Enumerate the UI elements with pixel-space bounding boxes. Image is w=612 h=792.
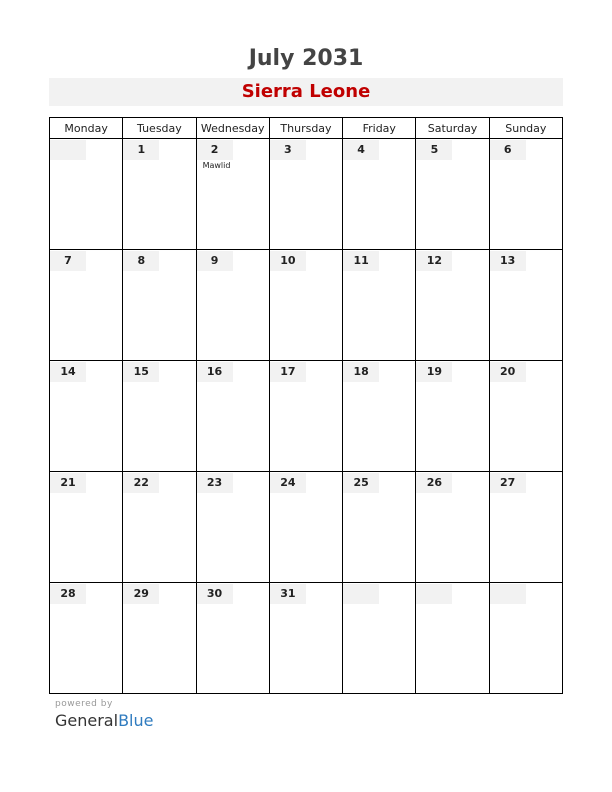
- day-cell: [343, 583, 416, 694]
- day-number: 17: [270, 362, 306, 382]
- weekday-friday: Friday: [343, 118, 416, 139]
- day-cell: [489, 583, 562, 694]
- day-number: 23: [197, 473, 233, 493]
- day-number: 5: [416, 140, 452, 160]
- day-number: 1: [123, 140, 159, 160]
- weekday-sunday: Sunday: [489, 118, 562, 139]
- day-cell: [416, 583, 489, 694]
- brand-name-general: General: [55, 711, 119, 730]
- day-number: 21: [50, 473, 86, 493]
- day-cell: [269, 250, 342, 361]
- day-cell: [343, 472, 416, 583]
- day-number: 27: [490, 473, 526, 493]
- day-number: 29: [123, 584, 159, 604]
- footer-branding: [55, 699, 153, 730]
- day-cell: [196, 583, 269, 694]
- day-number: 7: [50, 251, 86, 271]
- day-cell: [343, 139, 416, 250]
- day-cell: [343, 250, 416, 361]
- day-number: 2: [197, 140, 233, 160]
- weekday-tuesday: Tuesday: [123, 118, 196, 139]
- week-row-1: [50, 139, 563, 250]
- day-cell: [123, 361, 196, 472]
- day-number: 13: [490, 251, 526, 271]
- day-number: 19: [416, 362, 452, 382]
- day-number: 26: [416, 473, 452, 493]
- country-name: Sierra Leone: [241, 81, 371, 102]
- country-banner: [49, 78, 563, 106]
- day-cell: [123, 139, 196, 250]
- day-number: 9: [197, 251, 233, 271]
- day-cell: [416, 472, 489, 583]
- weekday-thursday: Thursday: [269, 118, 342, 139]
- powered-by-text: powered by: [55, 699, 113, 709]
- day-cell: [196, 139, 269, 250]
- weekday-header-row: [50, 118, 563, 139]
- day-number: 22: [123, 473, 159, 493]
- day-cell: [50, 361, 123, 472]
- day-cell: [416, 139, 489, 250]
- day-number: 8: [123, 251, 159, 271]
- day-cell: [50, 472, 123, 583]
- week-row-2: [50, 250, 563, 361]
- day-cell: [489, 139, 562, 250]
- weekday-monday: Monday: [50, 118, 123, 139]
- day-cell: [123, 583, 196, 694]
- day-cell: [50, 139, 123, 250]
- day-cell: [196, 472, 269, 583]
- holiday-label: Mawlid: [202, 161, 231, 170]
- day-cell: [416, 250, 489, 361]
- day-number: 4: [343, 140, 379, 160]
- day-number: 3: [270, 140, 306, 160]
- weekday-saturday: Saturday: [416, 118, 489, 139]
- week-row-5: [50, 583, 563, 694]
- day-number: [50, 140, 86, 160]
- day-number: 12: [416, 251, 452, 271]
- day-number: 11: [343, 251, 379, 271]
- day-number: [343, 584, 379, 604]
- day-number: 10: [270, 251, 306, 271]
- day-number: 16: [197, 362, 233, 382]
- day-number: 30: [197, 584, 233, 604]
- day-cell: [269, 139, 342, 250]
- day-cell: [50, 583, 123, 694]
- page-title: July 2031: [248, 46, 364, 71]
- day-number: 25: [343, 473, 379, 493]
- day-cell: [269, 472, 342, 583]
- day-cell: [123, 472, 196, 583]
- day-number: 28: [50, 584, 86, 604]
- day-number: 14: [50, 362, 86, 382]
- day-cell: [196, 361, 269, 472]
- day-number: [490, 584, 526, 604]
- week-row-3: [50, 361, 563, 472]
- brand-logo: [55, 711, 153, 730]
- day-cell: [416, 361, 489, 472]
- week-row-4: [50, 472, 563, 583]
- day-number: 6: [490, 140, 526, 160]
- day-cell: [123, 250, 196, 361]
- day-number: 31: [270, 584, 306, 604]
- day-cell: [489, 361, 562, 472]
- day-number: [416, 584, 452, 604]
- day-cell: [269, 583, 342, 694]
- calendar-grid: [49, 117, 563, 694]
- day-cell: [50, 250, 123, 361]
- day-number: 24: [270, 473, 306, 493]
- day-cell: [269, 361, 342, 472]
- day-number: 18: [343, 362, 379, 382]
- day-cell: [196, 250, 269, 361]
- day-number: 15: [123, 362, 159, 382]
- day-cell: [489, 472, 562, 583]
- brand-name-blue: Blue: [118, 711, 154, 730]
- weekday-wednesday: Wednesday: [196, 118, 269, 139]
- day-cell: [343, 361, 416, 472]
- day-cell: [489, 250, 562, 361]
- day-number: 20: [490, 362, 526, 382]
